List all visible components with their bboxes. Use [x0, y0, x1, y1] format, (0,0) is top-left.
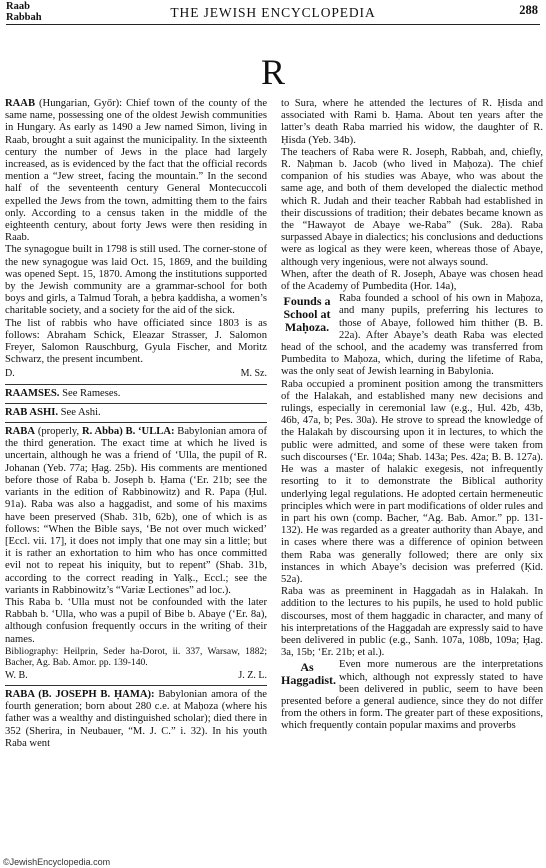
entry-paragraph: Raba founded a school of his own in Maḥoza, and many pupils, preferring his lectures to those of Abaye, followed him thither (B. B. 22a). After Abaye’s death Raba was elected head of the school, and the academy was transferred from Pumbedita to Maḥoza, which, during the lifetime of Raba, was the only seat of Jewish learning in Babylonia.: [281, 293, 543, 378]
entry-paragraph: Raba occupied a prominent position among the transmitters of the Halakah, and established many new decisions and rulings, especially in ceremonial law (e.g., Ḥul. 42b, 43b, 46b, 47a, b; Pes. 30a). He strove to spread the knowledge of the Halakah by discoursing upon it in lectures, to which the public were admitted, and some of these were taken from such discourses (‘Er. 104a; Shab. 143a; Pes. 42a; B. B. 127a). He was a master of halakic exegesis, not infrequently resorting to it to demonstrate the Biblical authority underlying legal regulations. He adopted certain hermeneutic principles which were in part modifications of older rules and in part his own (comp. Bacher, “Ag. Bab. Amor.” pp. 131-132). He was regarded as a greater authority than Abaye, and in cases where there was a difference of opinion between them Raba was generally followed; there are only six instances in which Abaye’s decision was preferred (Ḳid. 52a).: [281, 378, 543, 585]
left-column: [5, 98, 267, 750]
signature-right: J. Z. L.: [238, 669, 267, 681]
entry-paragraph: The list of rabbis who have officiated since 1803 is as follows: Abraham Schick, Eleazar Strasser, J. Salomon Freyer, Salomon Rauschburg, Gyula Fischer, and Moritz Schwarz, the present incumbent.: [5, 317, 267, 366]
entry-raamses: [5, 388, 267, 400]
entry-title: RAAB: [5, 98, 36, 109]
cross-reference: See Ashi.: [60, 406, 101, 418]
entry-title-cont: R. Abba) B. ‘ULLA:: [81, 426, 175, 438]
entry-title: RAB ASHI.: [5, 406, 58, 418]
entry-paragraph: The synagogue built in 1798 is still used. The corner-stone of the new synagogue was laid Oct. 15, 1869, and the building was opened Sept. 15, 1870. Among the institutions supported by the Jewish community are a grammar-school for both boys and girls, a Talmud Torah, a ḥebra ḳaddisha, a women’s charitable society, and a society for the aid of the sick.: [5, 244, 267, 317]
entry-paragraph-with-sidenote: [281, 659, 543, 732]
page-number: 288: [519, 3, 538, 17]
entry-raba-b-joseph: [5, 689, 267, 750]
entry-paragraph-with-sidenote: [281, 293, 543, 378]
entry-divider: [5, 422, 267, 423]
entry-divider: [5, 403, 267, 404]
author-signature: [5, 368, 267, 380]
entry-paragraph: Raba was as preeminent in Haggadah as in Halakah. In addition to the lectures to his pupils, he used to hold public discourses, most of them haggadic in character, and many of his interpretations of the Haggadah are expressly said to have been delivered in public (e.g., Sanh. 107a, 108b, 109a; Ḥag. 3a, 15b; ‘Er. 21b; et al.).: [281, 586, 543, 659]
entry-subtitle: (Hungarian, Győr):: [39, 98, 123, 109]
guideword-first: Raab: [6, 1, 30, 12]
bibliography: Bibliography: Heilprin, Seder ha-Dorot, ii. 337, Warsaw, 1882; Bacher, Ag. Bab. Amor. pp. 139-140.: [5, 645, 267, 668]
entry-raba-b-ulla: [5, 426, 267, 597]
right-column: [281, 98, 543, 733]
sidenote-heading: As Haggadist.: [281, 660, 337, 688]
entry-raab: [5, 98, 267, 244]
entry-paragraph: to Sura, where he attended the lectures of R. Ḥisda and associated with Rami b. Ḥama. About ten years after the latter’s death Raba married his widow, the daughter of R. Ḥisda (Yeb. 34b).: [281, 98, 543, 146]
cross-reference: See Rameses.: [62, 387, 121, 399]
entry-title: RABA (B. JOSEPH B. ḤAMA):: [5, 688, 155, 700]
header-rule: [6, 24, 540, 25]
site-footer-link[interactable]: ©JewishEncyclopedia.com: [3, 857, 111, 867]
entry-paragraph: This Raba b. ‘Ulla must not be confounded with the later Rabbah b. ‘Ulla, who was a pupil of Bibe b. Abaye (‘Er. 8a), although confusion frequently occurs in the writing of their names.: [5, 596, 267, 645]
entry-paragraph: The teachers of Raba were R. Joseph, Rabbah, and, chiefly, R. Naḥman b. Jacob (who lived in Maḥoza). The chief companion of his studies was Abaye, who was about the same age, and both of them developed the dialectic method which R. Judah and their teacher Rabbah had established in their discussions of tradition; their debates became known as the “Hawayot de Abaye we-Raba” (Suk. 28a). Raba surpassed Abaye in dialectics; his conclusions and deductions were as logical as they were keen, whereas those of Abaye, although very ingenious, were not always sound.: [281, 146, 543, 268]
author-signature: [5, 670, 267, 682]
entry-paragraph: Babylonian amora of the fourth generation; born about 280 c.e. at Maḥoza (where his father was a wealthy and distinguished scholar); died there in 352 (Sherira, in Neubauer, “M. J. C.” i. 32). In his youth Raba went: [5, 688, 267, 749]
entry-paragraph: Chief town of the county of the same name, possessing one of the oldest Jewish communities in Hungary. As early as 1490 a Jew named Simon, living in Raab, brought a suit against the municipality. In the sixteenth century the number of Jews in the place had largely increased, as is evidenced by the fact that the official records mention a “Jew street, facing the mountain.” In the second half of the seventeenth century General Montecuccoli expelled the Jews from the town, admitting them to the fairs only. According to a census taken in the middle of the eighteenth century, about forty Jews were then residing in Raab.: [5, 98, 268, 244]
signature-right: M. Sz.: [240, 368, 267, 380]
entry-paragraph: When, after the death of R. Joseph, Abaye was chosen head of the Academy of Pumbedita (Hor. 14a),: [281, 268, 543, 293]
entry-divider: [5, 384, 267, 385]
signature-left: D.: [5, 368, 15, 380]
entry-title: RAAMSES.: [5, 387, 60, 399]
entry-subtitle: (properly,: [37, 426, 80, 438]
entry-title: RABA: [5, 426, 36, 438]
entry-paragraph: Even more numerous are the interpretations which, although not expressly stated to have been delivered in public, seem to have been presented before a general audience, since they do not differ from the others in form. The greater part of these expositions, which frequently contain popular maxims and proverbs: [281, 659, 543, 732]
guideword-last: Rabbah: [6, 12, 42, 23]
signature-left: W. B.: [5, 669, 28, 681]
page-header: [0, 0, 546, 28]
entry-rab-ashi: [5, 407, 267, 419]
section-letter: R: [260, 52, 285, 92]
entry-divider: [5, 685, 267, 686]
running-title: THE JEWISH ENCYCLOPEDIA: [170, 5, 376, 20]
sidenote-heading: Founds a School at Maḥoza.: [283, 294, 331, 335]
entry-paragraph: Babylonian amora of the third generation. The exact time at which he lived is uncertain, although he was a friend of ‘Ulla, the pupil of R. Johanan (Yeb. 77a; Ḥag. 25b). His comments are mentioned before those of Raba b. Joseph b. Ḥama (‘Er. 21b; see the variants in the edition of Rabbinowitz) and R. Papa (Ḥul. 91a). Raba was also a haggadist, and some of his maxims have been preserved (Shab. 31b, 62b), one of which is as follows: “When the Bible says, ‘Be not over much wicked’ [Eccl. vii. 17], it does not imply that one may sin a little; but it is rather an exhortation to him who has once committed evil not to repeat his iniquity, but to repent” (Shab. 31b, according to the correct reading in Yalḳ., Eccl.; see the variants in Rabbinowitz’s “Variæ Lectiones” ad loc.).: [5, 426, 267, 596]
